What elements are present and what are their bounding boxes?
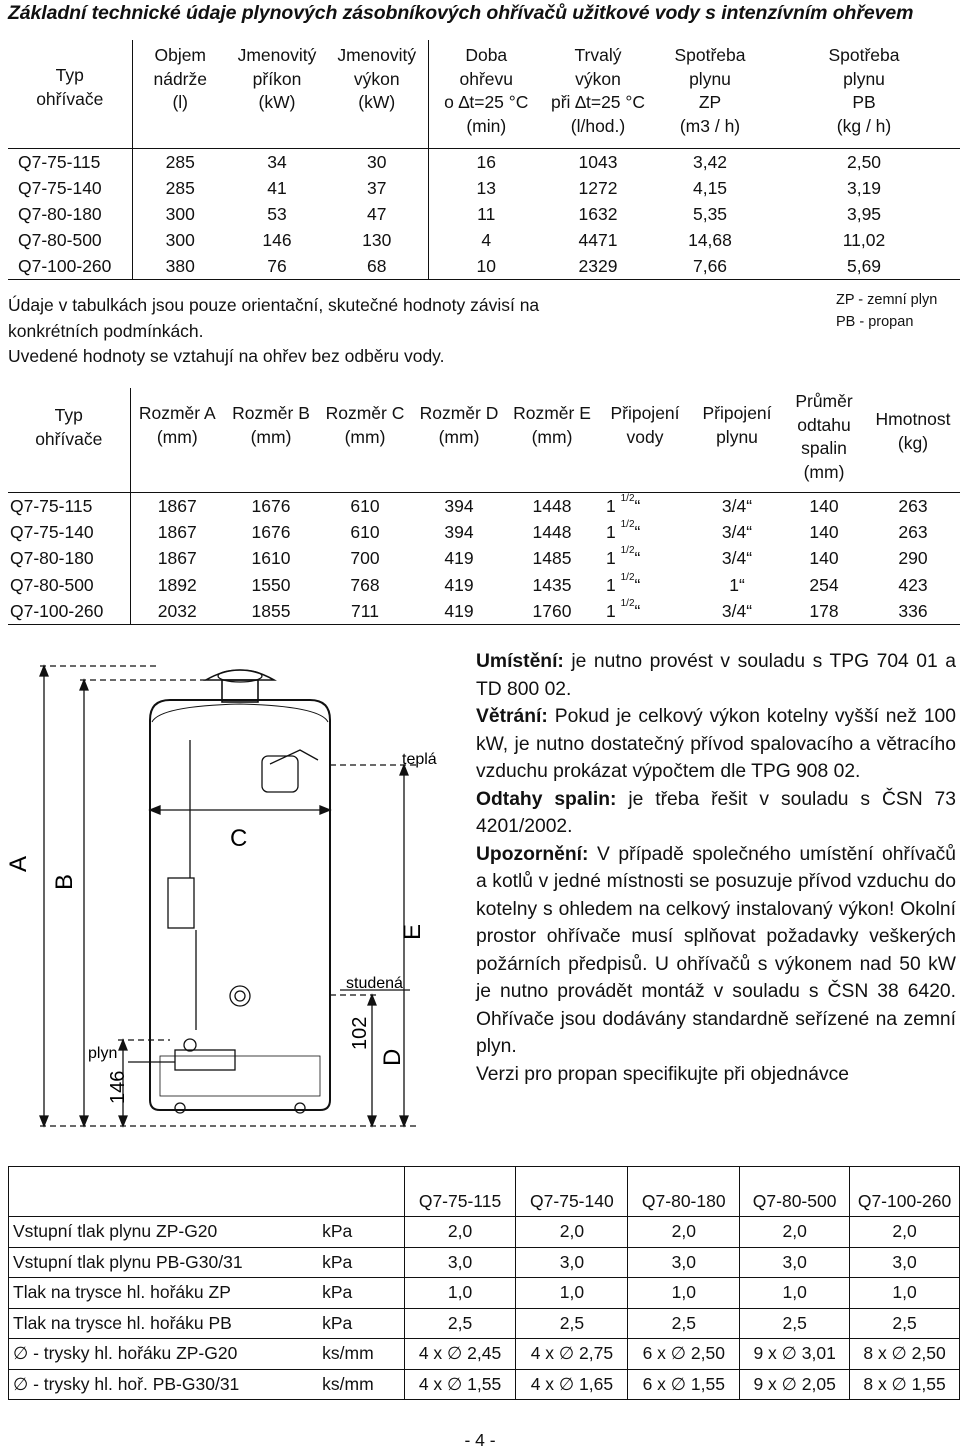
table2-cell: 254 bbox=[809, 574, 839, 595]
table1-header-line: ZP bbox=[698, 92, 722, 112]
table1-cell: 37 bbox=[326, 175, 428, 201]
table1-header-line: Spotřeba bbox=[828, 45, 900, 65]
page-title: Základní technické údaje plynových zásobníkových ohřívačů užitkové vody s intenzívním ohřevem bbox=[8, 2, 914, 24]
table3-row-label: Tlak na trysce hl. hořáku ZP bbox=[9, 1278, 315, 1309]
table2-cell: 419 bbox=[412, 598, 506, 625]
table1-cell: 1272 bbox=[578, 177, 618, 198]
water-conn-fraction: 1/2 bbox=[620, 571, 635, 583]
table1-cell: Q7-80-500 bbox=[8, 227, 132, 253]
table1-cell: 2,50 bbox=[846, 151, 882, 172]
table2-cell: 3/4“ bbox=[692, 598, 782, 625]
para-upozorneni bbox=[476, 841, 956, 1061]
table-row bbox=[9, 1308, 960, 1339]
table1-header-line: Jmenovitý bbox=[237, 45, 317, 65]
table-row bbox=[8, 519, 960, 545]
table1-header-line: při ∆t=25 °C bbox=[550, 92, 646, 112]
table1-cell: 13 bbox=[476, 177, 496, 198]
table1-header-line: (kg / h) bbox=[836, 115, 892, 136]
table1-header-cell bbox=[8, 40, 132, 148]
studena-label: studená bbox=[346, 975, 403, 992]
table1-cell: 47 bbox=[326, 201, 428, 227]
table2-header-line: Rozměr C bbox=[325, 403, 405, 423]
table1-header-row bbox=[8, 40, 960, 148]
table1-header-line: nádrže bbox=[153, 68, 207, 89]
dim-c-label: C bbox=[230, 825, 248, 852]
heater-dimension-diagram bbox=[0, 640, 470, 1150]
table2-header-cell bbox=[224, 388, 318, 492]
table2-cell: Q7-75-115 bbox=[8, 492, 130, 519]
water-conn-fraction: 1/2 bbox=[620, 545, 635, 557]
table1-cell: 14,68 bbox=[688, 230, 732, 251]
table3-cell: 4 x ∅ 1,55 bbox=[404, 1369, 516, 1400]
table-row bbox=[8, 201, 960, 227]
table2-cell: 610 bbox=[350, 521, 380, 542]
table2-header-line: odtahu bbox=[797, 414, 851, 435]
table-row bbox=[9, 1247, 960, 1278]
table1-header-line: Spotřeba bbox=[674, 45, 746, 65]
table3-row-unit: kPa bbox=[314, 1278, 404, 1309]
table2-cell: 1760 bbox=[506, 598, 598, 625]
table1-cell: 41 bbox=[267, 177, 287, 198]
table-row bbox=[8, 545, 960, 571]
table3-row-label: ∅ - trysky hl. hoř. PB-G30/31 bbox=[9, 1369, 315, 1400]
table2-header-line: Rozměr B bbox=[232, 403, 310, 423]
water-conn-inch: “ bbox=[634, 574, 641, 595]
table3-cell: 9 x ∅ 3,01 bbox=[740, 1339, 850, 1370]
table1-cell: 76 bbox=[228, 253, 326, 280]
legend-pb: PB - propan bbox=[836, 313, 914, 330]
table3-cell: 2,0 bbox=[628, 1217, 740, 1248]
table1-cell: 4,15 bbox=[692, 177, 728, 198]
water-conn-fraction: 1/2 bbox=[620, 597, 635, 609]
table3-cell: 2,5 bbox=[404, 1308, 516, 1339]
table2-cell: 3/4“ bbox=[721, 495, 753, 516]
table2-header-line: Rozměr A bbox=[138, 403, 216, 423]
water-conn-whole: 1 bbox=[606, 600, 616, 621]
table2-cell: 1“ bbox=[729, 574, 745, 595]
tepla-label: teplá bbox=[402, 751, 437, 768]
table2-cell: 1610 bbox=[251, 548, 291, 569]
table1-cell: 130 bbox=[326, 227, 428, 253]
water-conn-inch: “ bbox=[634, 600, 641, 621]
table1-header-line: příkon bbox=[252, 68, 302, 89]
table1-header-line: (m3 / h) bbox=[679, 115, 741, 136]
gas-pressure-table bbox=[8, 1166, 960, 1400]
table2-header-row bbox=[8, 388, 960, 492]
table2-cell: 1550 bbox=[251, 574, 291, 595]
table1-cell: 2329 bbox=[544, 253, 652, 280]
table1-cell: 4471 bbox=[578, 230, 618, 251]
table2-header-line: Připojení bbox=[702, 403, 772, 423]
table3-row-label: Vstupní tlak plynu ZP-G20 bbox=[9, 1217, 315, 1248]
table3-cell: 2,5 bbox=[850, 1308, 960, 1339]
table2-header-line: vody bbox=[626, 426, 664, 447]
table2-cell: 290 bbox=[898, 548, 928, 569]
umisteni-text: je nutno provést v souladu s TPG 704 01 a TD 800 02. bbox=[476, 651, 956, 700]
table1-cell: 53 bbox=[267, 203, 287, 224]
table3-cell: 3,0 bbox=[740, 1247, 850, 1278]
table1-header-line: Typ bbox=[55, 65, 84, 85]
table3-cell: 1,0 bbox=[516, 1278, 628, 1309]
table2-cell: 336 bbox=[866, 598, 960, 625]
plyn-label: plyn bbox=[88, 1045, 118, 1062]
table2-header-cell bbox=[412, 388, 506, 492]
table2-header-line: (mm) bbox=[344, 426, 386, 447]
table3-cell: 4 x ∅ 2,75 bbox=[516, 1339, 628, 1370]
dim-d-label: D bbox=[379, 1048, 406, 1066]
table-row bbox=[8, 598, 960, 625]
table2-cell: 1855 bbox=[224, 598, 318, 625]
table1-cell: 11 bbox=[477, 203, 496, 224]
table-row bbox=[9, 1339, 960, 1370]
table1-cell: 300 bbox=[165, 230, 195, 251]
table2-header-cell bbox=[692, 388, 782, 492]
table2-cell: 768 bbox=[350, 574, 380, 595]
installation-notes bbox=[476, 648, 956, 1088]
gas-legend bbox=[836, 290, 937, 333]
table-row bbox=[9, 1278, 960, 1309]
table3-cell: 2,0 bbox=[850, 1217, 960, 1248]
table1-cell: 300 bbox=[165, 203, 195, 224]
table2-cell: 419 bbox=[444, 548, 474, 569]
table1-cell: 68 bbox=[326, 253, 428, 280]
table3-cell: 3,0 bbox=[628, 1247, 740, 1278]
table3-cell: 1,0 bbox=[404, 1278, 516, 1309]
table2-cell: 140 bbox=[809, 548, 839, 569]
table1-cell: 380 bbox=[132, 253, 228, 280]
table1-cell: Q7-100-260 bbox=[8, 253, 132, 280]
table3-cell: 1,0 bbox=[740, 1278, 850, 1309]
table1-header-cell bbox=[132, 40, 228, 148]
table3-cell: 3,0 bbox=[850, 1247, 960, 1278]
upozorneni-label: Upozornění: bbox=[476, 843, 589, 865]
table1-cell: 34 bbox=[267, 151, 287, 172]
table1-cell: 4 bbox=[481, 230, 492, 251]
table-row bbox=[8, 492, 960, 519]
table-row bbox=[9, 1369, 960, 1400]
table1-header-cell bbox=[228, 40, 326, 148]
table1-header-line: plynu bbox=[689, 68, 731, 89]
note-text bbox=[8, 293, 728, 370]
table3-cell: 2,0 bbox=[404, 1217, 516, 1248]
table3-model-header: Q7-75-140 bbox=[516, 1167, 628, 1217]
para-umisteni bbox=[476, 648, 956, 703]
table3-header-row bbox=[9, 1167, 960, 1217]
table2-header-line: plynu bbox=[716, 426, 758, 447]
water-conn-whole: 1 bbox=[606, 574, 616, 595]
table1-header-cell bbox=[428, 40, 544, 148]
table2-header-cell bbox=[8, 388, 130, 492]
table2-cell: 1448 bbox=[532, 521, 572, 542]
table-row bbox=[8, 571, 960, 597]
table3-row-label: ∅ - trysky hl. hořáku ZP-G20 bbox=[9, 1339, 315, 1370]
table1-cell: Q7-75-140 bbox=[8, 175, 132, 201]
table2-header-line: (mm) bbox=[250, 426, 292, 447]
upozorneni-text: V případě společného umístění ohřívačů a kotlů v jedné místnosti se posuzuje přívod vzduchu do kotelny s ohledem na celkový instalovaný výkon! Okolní prostor ohřívače musí splňovat požadavky veškerých požárních předpisů. U ohřívačů s výkonem nad 50 kW je nutno provádět montáž v souladu s ČSN 38 6420. Ohřívače jsou dodávány standardně seřízené na zemní plyn. bbox=[476, 843, 956, 1057]
table1-cell: 285 bbox=[165, 177, 195, 198]
table2-cell: 1867 bbox=[157, 495, 197, 516]
table1-header-line: (l/hod.) bbox=[570, 115, 626, 136]
table1-cell: 3,42 bbox=[692, 151, 728, 172]
table1-header-line: o ∆t=25 °C bbox=[444, 92, 529, 112]
table1-header-line: (min) bbox=[466, 115, 507, 136]
table2-header-cell bbox=[506, 388, 598, 492]
note-line-3: Uvedené hodnoty se vztahují na ohřev bez odběru vody. bbox=[8, 346, 445, 366]
para-propan: Verzi pro propan specifikujte při objednávce bbox=[476, 1063, 849, 1085]
table1-cell: 11,02 bbox=[842, 230, 886, 251]
table2-header-line: Hmotnost bbox=[875, 409, 951, 429]
table2-header-line: (kg) bbox=[897, 432, 929, 453]
table2-cell: 711 bbox=[318, 598, 412, 625]
table2-cell: 263 bbox=[898, 495, 928, 516]
table1-header-line: Jmenovitý bbox=[337, 45, 417, 65]
table3-cell: 6 x ∅ 2,50 bbox=[628, 1339, 740, 1370]
table-row bbox=[8, 175, 960, 201]
table3-model-header: Q7-100-260 bbox=[850, 1167, 960, 1217]
table3-cell: 4 x ∅ 1,65 bbox=[516, 1369, 628, 1400]
table1-header-line: Trvalý bbox=[574, 45, 622, 65]
table2-cell: 1448 bbox=[532, 495, 572, 516]
vetrani-text: Pokud je celkový výkon kotelny vyšší než 100 kW, je nutno dostatečný přívod spalovacího a větracího vzduchu prokázat výpočtem dle TPG 908 02. bbox=[476, 706, 956, 782]
dim-a-label: A bbox=[5, 855, 32, 872]
table2-cell: 1867 bbox=[157, 521, 197, 542]
water-conn-inch: “ bbox=[634, 495, 641, 516]
table3-row-unit: kPa bbox=[314, 1247, 404, 1278]
water-conn-inch: “ bbox=[634, 548, 641, 569]
table2-cell: 423 bbox=[898, 574, 928, 595]
table-row bbox=[8, 227, 960, 253]
basic-data-table bbox=[8, 40, 960, 280]
table1-cell: 146 bbox=[262, 230, 292, 251]
odtahy-label: Odtahy spalin: bbox=[476, 788, 617, 810]
table3-row-label: Tlak na trysce hl. hořáku PB bbox=[9, 1308, 315, 1339]
table2-cell: 3/4“ bbox=[721, 548, 753, 569]
table3-model-header: Q7-80-500 bbox=[740, 1167, 850, 1217]
table-row bbox=[9, 1217, 960, 1248]
dim-102-label: 102 bbox=[349, 1016, 371, 1050]
table2-cell: 394 bbox=[444, 495, 474, 516]
table1-cell: 7,66 bbox=[652, 253, 768, 280]
table-row bbox=[8, 148, 960, 175]
table3-cell: 1,0 bbox=[850, 1278, 960, 1309]
table3-cell: 6 x ∅ 1,55 bbox=[628, 1369, 740, 1400]
table3-row-unit: ks/mm bbox=[314, 1339, 404, 1370]
table2-cell: 419 bbox=[444, 574, 474, 595]
table1-cell: 3,95 bbox=[846, 203, 882, 224]
table1-header-line: (l) bbox=[172, 92, 189, 112]
note-line-2: konkrétních podmínkách. bbox=[8, 320, 204, 341]
table2-cell bbox=[598, 571, 692, 597]
table2-cell: 1676 bbox=[251, 495, 291, 516]
table1-cell: 16 bbox=[476, 151, 496, 172]
table2-header-line: Průměr bbox=[795, 391, 853, 411]
table2-cell: 700 bbox=[350, 548, 380, 569]
table2-cell: Q7-80-500 bbox=[8, 571, 130, 597]
table1-header-line: Doba bbox=[465, 45, 508, 65]
table1-header-line: ohřívače bbox=[36, 88, 104, 109]
table1-cell: 1043 bbox=[578, 151, 618, 172]
table2-header-line: Rozměr E bbox=[513, 403, 591, 423]
dim-146-label: 146 bbox=[107, 1070, 129, 1104]
table2-cell: 140 bbox=[809, 521, 839, 542]
vetrani-label: Větrání: bbox=[476, 706, 548, 727]
table2-header-line: (mm) bbox=[438, 426, 480, 447]
table2-header-line: (mm) bbox=[803, 461, 845, 482]
table1-cell: Q7-75-115 bbox=[8, 148, 132, 175]
water-conn-fraction: 1/2 bbox=[620, 518, 635, 530]
table1-header-line: Objem bbox=[154, 45, 207, 65]
table3-cell: 8 x ∅ 2,50 bbox=[850, 1339, 960, 1370]
table3-cell: 3,0 bbox=[404, 1247, 516, 1278]
table3-row-label: Vstupní tlak plynu PB-G30/31 bbox=[9, 1247, 315, 1278]
table2-header-cell bbox=[130, 388, 224, 492]
table2-cell: 178 bbox=[782, 598, 866, 625]
table3-row-unit: kPa bbox=[314, 1217, 404, 1248]
table1-cell: 1632 bbox=[578, 203, 618, 224]
table3-cell: 2,5 bbox=[628, 1308, 740, 1339]
table2-cell: 263 bbox=[898, 521, 928, 542]
table2-header-cell bbox=[318, 388, 412, 492]
table2-cell: 2032 bbox=[130, 598, 224, 625]
table3-blank-cell bbox=[9, 1167, 405, 1217]
table1-header-line: PB bbox=[852, 92, 876, 112]
dim-e-label: E bbox=[399, 923, 426, 940]
table1-cell: 30 bbox=[326, 148, 428, 175]
water-conn-whole: 1 bbox=[606, 521, 616, 542]
table2-cell: 1435 bbox=[532, 574, 572, 595]
table2-cell: 1485 bbox=[532, 548, 572, 569]
table1-cell: 285 bbox=[165, 151, 195, 172]
umisteni-label: Umístění: bbox=[476, 651, 564, 672]
table1-cell: Q7-80-180 bbox=[8, 201, 132, 227]
table-row bbox=[8, 253, 960, 280]
table2-cell: 610 bbox=[350, 495, 380, 516]
table3-cell: 2,0 bbox=[516, 1217, 628, 1248]
table1-cell: 5,69 bbox=[768, 253, 960, 280]
table1-header-cell bbox=[768, 40, 960, 148]
table3-cell: 3,0 bbox=[516, 1247, 628, 1278]
table3-row-unit: kPa bbox=[314, 1308, 404, 1339]
table1-cell: 10 bbox=[428, 253, 544, 280]
table2-cell: 1892 bbox=[157, 574, 197, 595]
odtahy-text: je třeba řešit v souladu s ČSN 73 4201/2002. bbox=[476, 788, 957, 837]
table3-cell: 2,5 bbox=[516, 1308, 628, 1339]
table2-cell bbox=[598, 492, 692, 519]
table2-cell: 140 bbox=[809, 495, 839, 516]
table2-header-line: ohřívače bbox=[35, 428, 103, 449]
table2-header-line: (mm) bbox=[531, 426, 573, 447]
table2-header-line: Připojení bbox=[610, 403, 680, 423]
table3-model-header: Q7-75-115 bbox=[404, 1167, 516, 1217]
table2-cell: Q7-100-260 bbox=[8, 598, 130, 625]
note-line-1: Údaje v tabulkách jsou pouze orientační, skutečné hodnoty závisí na bbox=[8, 295, 540, 315]
table1-header-line: výkon bbox=[353, 68, 400, 89]
table2-header-line: spalin bbox=[801, 438, 847, 458]
table1-header-line: ohřevu bbox=[459, 68, 513, 89]
table3-cell: 8 x ∅ 1,55 bbox=[850, 1369, 960, 1400]
table3-cell: 9 x ∅ 2,05 bbox=[740, 1369, 850, 1400]
table2-header-line: Rozměr D bbox=[419, 403, 499, 423]
dimensions-table bbox=[8, 388, 960, 625]
table2-cell bbox=[598, 545, 692, 571]
table1-header-cell bbox=[326, 40, 428, 148]
table3-cell: 1,0 bbox=[628, 1278, 740, 1309]
table2-cell bbox=[598, 598, 692, 625]
table2-header-line: Typ bbox=[54, 405, 83, 425]
table1-header-line: plynu bbox=[843, 68, 885, 89]
table1-header-line: (kW) bbox=[358, 92, 396, 112]
table2-header-cell bbox=[598, 388, 692, 492]
table2-cell: 3/4“ bbox=[721, 521, 753, 542]
table2-cell: Q7-75-140 bbox=[8, 519, 130, 545]
table1-header-cell bbox=[652, 40, 768, 148]
page-number: - 4 - bbox=[464, 1430, 496, 1450]
table3-cell: 4 x ∅ 2,45 bbox=[404, 1339, 516, 1370]
legend-zp: ZP - zemní plyn bbox=[836, 292, 938, 308]
table3-cell: 2,0 bbox=[740, 1217, 850, 1248]
table2-cell bbox=[598, 519, 692, 545]
table2-cell: 394 bbox=[444, 521, 474, 542]
table2-cell: Q7-80-180 bbox=[8, 545, 130, 571]
table1-cell: 3,19 bbox=[846, 177, 882, 198]
para-odtahy bbox=[476, 786, 956, 841]
table1-header-line: (kW) bbox=[258, 92, 296, 112]
table1-header-cell bbox=[544, 40, 652, 148]
water-conn-fraction: 1/2 bbox=[620, 492, 635, 504]
water-conn-whole: 1 bbox=[606, 495, 616, 516]
table2-cell: 1867 bbox=[157, 548, 197, 569]
water-conn-whole: 1 bbox=[606, 548, 616, 569]
table2-header-cell bbox=[866, 388, 960, 492]
table3-row-unit: ks/mm bbox=[314, 1369, 404, 1400]
table2-header-cell bbox=[782, 388, 866, 492]
dim-b-label: B bbox=[51, 873, 78, 890]
table1-cell: 5,35 bbox=[692, 203, 728, 224]
table3-cell: 2,5 bbox=[740, 1308, 850, 1339]
para-vetrani bbox=[476, 703, 956, 786]
table1-header-line: výkon bbox=[575, 68, 621, 89]
table3-model-header: Q7-80-180 bbox=[628, 1167, 740, 1217]
table2-header-line: (mm) bbox=[156, 426, 198, 447]
table2-cell: 1676 bbox=[251, 521, 291, 542]
water-conn-inch: “ bbox=[634, 521, 641, 542]
